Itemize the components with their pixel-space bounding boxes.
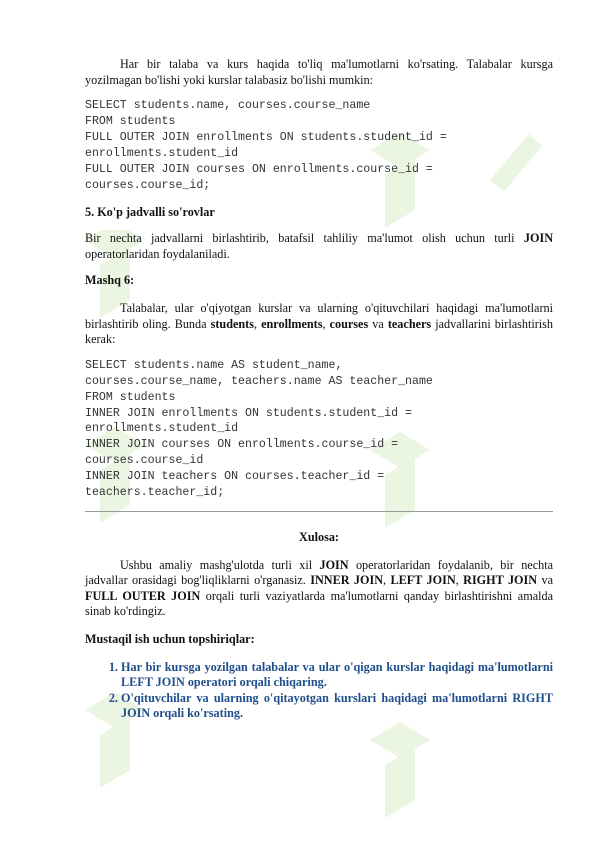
list-item [121,691,553,722]
code-line: SELECT students.name AS student_name, [85,358,343,372]
code-line: enrollments.student_id [85,422,239,436]
bold-run: courses [329,316,369,331]
section-heading: 5. Ko'p jadvalli so'rovlar [85,204,215,219]
code-block-inner-join [85,358,553,501]
code-line: INNER JOIN courses ON enrollments.course_id = [85,438,399,452]
bold-run: JOIN [523,231,553,246]
code-block-full-outer-join [85,98,553,193]
horizontal-divider [85,511,553,512]
exercise-title: Mashq 6: [85,273,135,288]
code-line: FULL OUTER JOIN enrollments ON students.student_id = [85,131,447,144]
code-line: teachers.teacher_id; [85,486,225,500]
section-paragraph [85,231,553,262]
code-line: courses.course_id [85,454,204,468]
bold-run: FULL OUTER JOIN [85,588,201,603]
bold-run: teachers [387,316,432,331]
code-line: SELECT students.name, courses.course_name [85,99,371,113]
code-line: courses.course_id; [85,178,211,192]
bold-run: enrollments [261,316,323,331]
text-run: Talabalar, ular o'qiyotgan kurslar va ularning o'qituvchilari haqidagi ma'lumotlarni birlashtirib oling. Bunda [85,301,553,331]
task-text: Har bir kursga yozilgan talabalar va ular o'qigan kurslar haqidagi ma'lumotlarni LEFT JOIN operatori orqali chiqaring. [121,659,553,690]
code-line: FROM students [85,390,176,404]
exercise-paragraph [85,301,553,348]
text-run: operatorlaridan foydalanib, bir nechta jadvallar orasidagi bog'liqliklarni o'rganasiz. [85,557,553,588]
code-line: FROM students [85,115,176,129]
code-line: courses.course_name, teachers.name AS teacher_name [85,374,433,388]
code-line: FULL OUTER JOIN courses ON enrollments.course_id = [85,162,433,176]
bold-run: students [210,316,254,331]
code-line: enrollments.student_id [85,146,239,160]
text-run: va [537,573,554,588]
conclusion-title: Xulosa: [299,529,339,544]
text-run: , [322,316,330,331]
text-run: operatorlaridan foydalaniladi. [85,246,230,261]
text-run: jadvallarini birlashtirish kerak: [85,316,554,347]
task-list [85,660,553,722]
tasks-title: Mustaqil ish uchun topshiriqlar: [85,631,255,646]
text-run: orqali turli vaziyatlarda ma'lumotlarni qanday birlashtirishni amalda sinab ko'rdingiz. [85,588,553,619]
text-run: , [253,316,262,331]
text-run: , [383,573,391,588]
bold-run: INNER JOIN [310,573,384,588]
list-item [121,660,553,691]
text-run: , [455,573,464,588]
exercise-intro: Har bir talaba va kurs haqida to'liq ma'lumotlarni ko'rsating. Talabalar kursga yozilmagan bo'lishi yoki kurslar talabasiz bo'lishi mumkin: [85,57,553,87]
conclusion-paragraph [85,558,553,620]
bold-run: JOIN [319,557,349,572]
task-text: O'qituvchilar va ularning o'qitayotgan kurslari haqidagi ma'lumotlarni RIGHT JOIN orqali ko'rsating. [121,690,553,721]
bold-run: RIGHT JOIN [463,573,538,588]
bold-run: LEFT JOIN [390,573,456,588]
text-run: va [368,316,388,331]
text-run: Ushbu amaliy mashg'ulotda turli xil [120,557,320,572]
text-run: Bir nechta jadvallarni birlashtirib, batafsil tahliliy ma'lumot olish uchun turli [85,231,524,246]
page-content [85,57,553,722]
code-line: INNER JOIN teachers ON courses.teacher_id = [85,470,385,484]
code-line: INNER JOIN enrollments ON students.student_id = [85,406,412,420]
